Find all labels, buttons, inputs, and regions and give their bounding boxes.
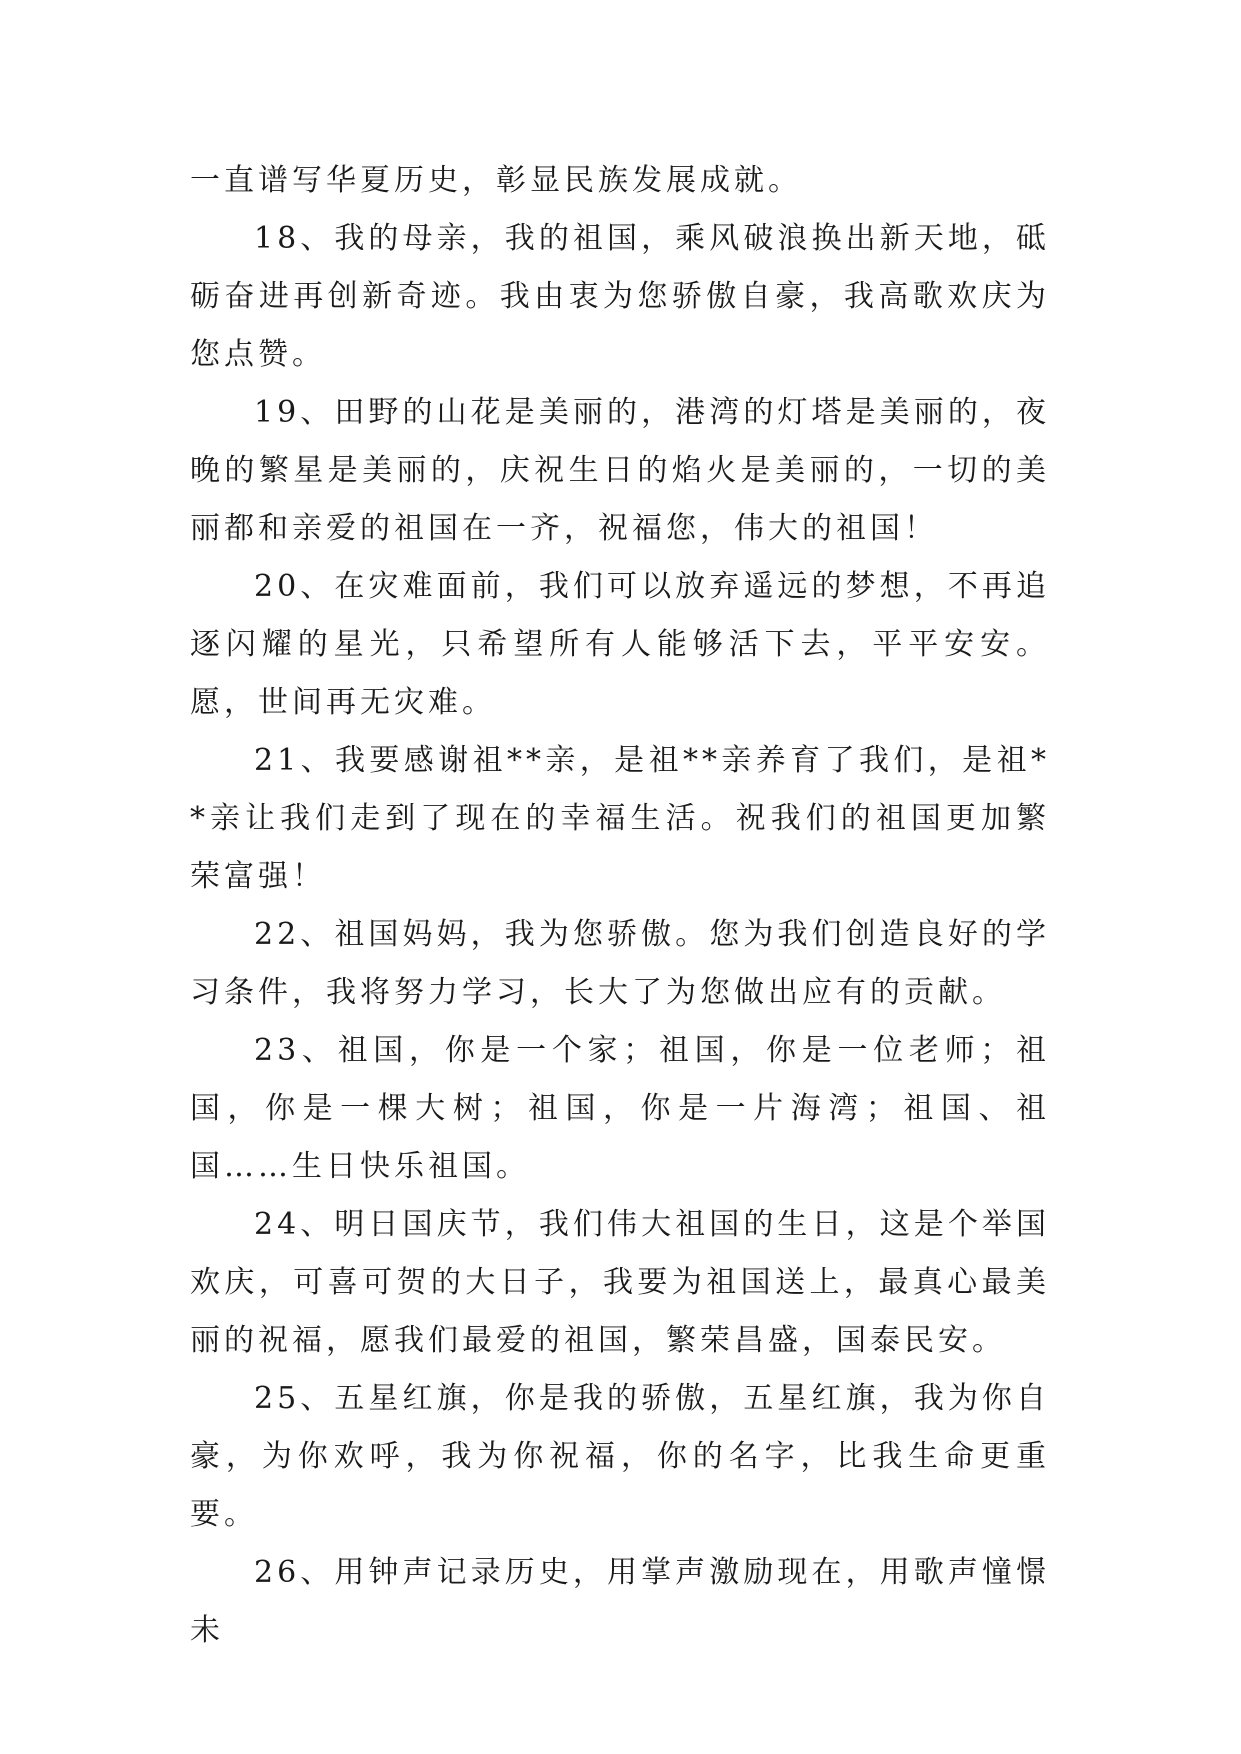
paragraph-item-26: 26、用钟声记录历史，用掌声激励现在，用歌声憧憬未 [190,1555,1050,1648]
paragraph-item-24: 24、明日国庆节，我们伟大祖国的生日，这是个举国欢庆，可喜可贺的大日子，我要为祖国送上，最真心最美丽的祝福，愿我们最爱的祖国，繁荣昌盛，国泰民安。 [190,1207,1050,1358]
paragraph-item-21: 21、我要感谢祖**亲，是祖**亲养育了我们，是祖**亲让我们走到了现在的幸福生活。祝我们的祖国更加繁荣富强！ [190,743,1050,894]
paragraph-continuation: 一直谱写华夏历史，彰显民族发展成就。 [190,163,802,198]
paragraph-item-23: 23、祖国，你是一个家；祖国，你是一位老师；祖国，你是一棵大树；祖国，你是一片海湾；祖国、祖国……生日快乐祖国。 [190,1033,1050,1184]
paragraph-item-22: 22、祖国妈妈，我为您骄傲。您为我们创造良好的学习条件，我将努力学习，长大了为您做出应有的贡献。 [190,917,1050,1010]
document-body [190,152,1050,1660]
paragraph-item-25: 25、五星红旗，你是我的骄傲，五星红旗，我为你自豪，为你欢呼，我为你祝福，你的名字，比我生命更重要。 [190,1381,1050,1532]
paragraph-item-19: 19、田野的山花是美丽的，港湾的灯塔是美丽的，夜晚的繁星是美丽的，庆祝生日的焰火是美丽的，一切的美丽都和亲爱的祖国在一齐，祝福您，伟大的祖国！ [190,395,1050,546]
paragraph-item-20: 20、在灾难面前，我们可以放弃遥远的梦想，不再追逐闪耀的星光，只希望所有人能够活下去，平平安安。愿，世间再无灾难。 [190,569,1050,720]
paragraph-item-18: 18、我的母亲，我的祖国，乘风破浪换出新天地，砥砺奋进再创新奇迹。我由衷为您骄傲自豪，我高歌欢庆为您点赞。 [190,221,1050,372]
